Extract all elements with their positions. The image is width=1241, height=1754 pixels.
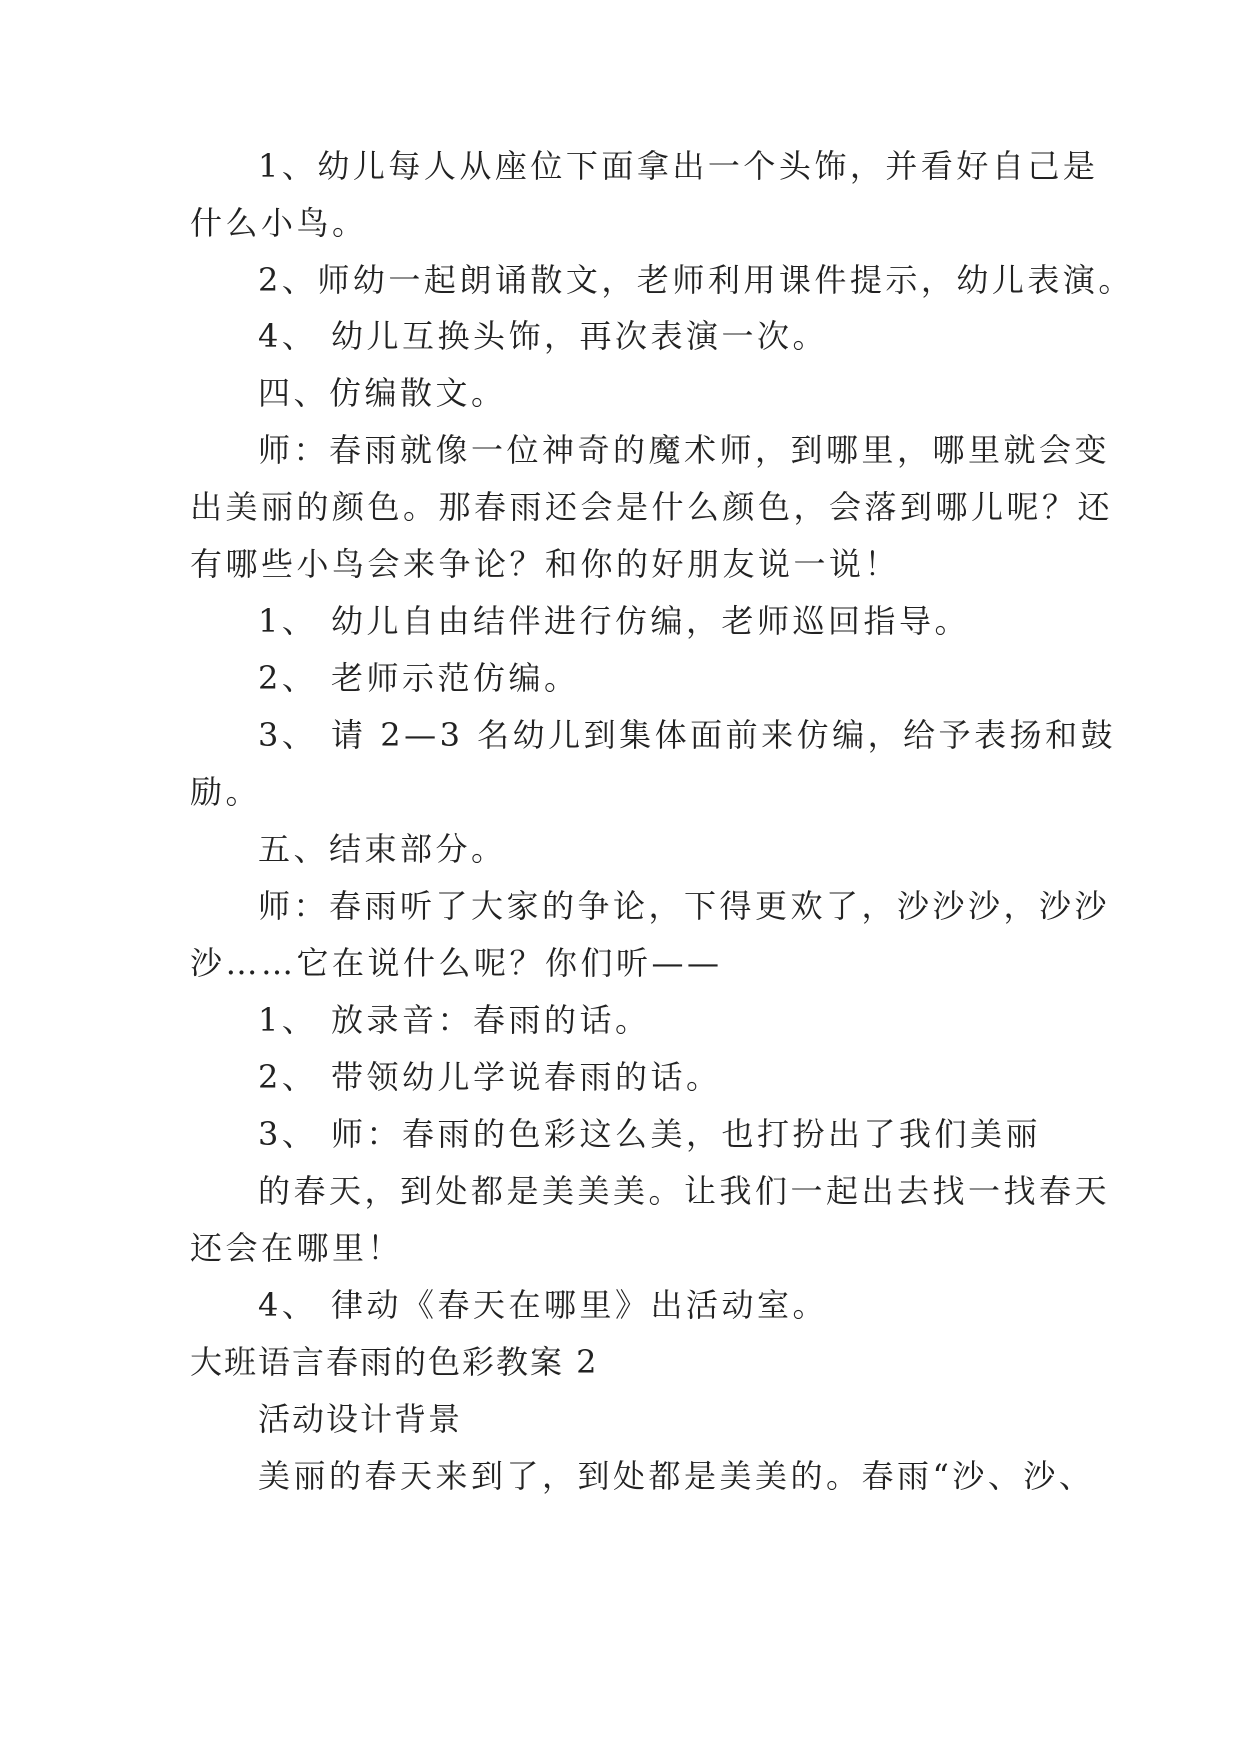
paragraph-line: 的春天，到处都是美美美。让我们一起出去找一找春天 [258,1172,1111,1210]
section-heading: 五、结束部分。 [258,830,507,868]
paragraph-line: 3、 请 2—3 名幼儿到集体面前来仿编，给予表扬和鼓 [258,716,1117,754]
paragraph-line: 师：春雨听了大家的争论，下得更欢了，沙沙沙，沙沙 [258,887,1111,925]
paragraph-line: 有哪些小鸟会来争论？和你的好朋友说一说！ [190,545,901,583]
paragraph-line: 4、 律动《春天在哪里》出活动室。 [258,1286,829,1324]
paragraph-line: 还会在哪里！ [190,1229,404,1267]
paragraph-line: 1、幼儿每人从座位下面拿出一个头饰，并看好自己是 [258,147,1099,185]
paragraph-line: 师：春雨就像一位神奇的魔术师，到哪里，哪里就会变 [258,431,1111,469]
paragraph-line: 2、 带领幼儿学说春雨的话。 [258,1058,722,1096]
section-heading: 四、仿编散文。 [258,374,507,412]
paragraph-line: 1、 幼儿自由结伴进行仿编，老师巡回指导。 [258,602,971,640]
paragraph-line: 什么小鸟。 [190,204,368,242]
paragraph-line: 4、 幼儿互换头饰，再次表演一次。 [258,317,829,355]
paragraph-line: 出美丽的颜色。那春雨还会是什么颜色，会落到哪儿呢？还 [190,488,1114,526]
paragraph-line: 2、师幼一起朗诵散文，老师利用课件提示，幼儿表演。 [258,261,1134,299]
paragraph-line: 美丽的春天来到了，到处都是美美的。春雨“沙、沙、 [258,1457,1095,1495]
paragraph-line: 3、 师：春雨的色彩这么美，也打扮出了我们美丽 [258,1115,1042,1153]
paragraph-line: 1、 放录音：春雨的话。 [258,1001,651,1039]
paragraph-line: 励。 [190,773,262,811]
paragraph-line: 2、 老师示范仿编。 [258,659,580,697]
paragraph-line: 沙……它在说什么呢？你们听—— [190,944,723,982]
section-heading: 活动设计背景 [258,1400,463,1438]
document-title: 大班语言春雨的色彩教案 2 [190,1343,599,1381]
